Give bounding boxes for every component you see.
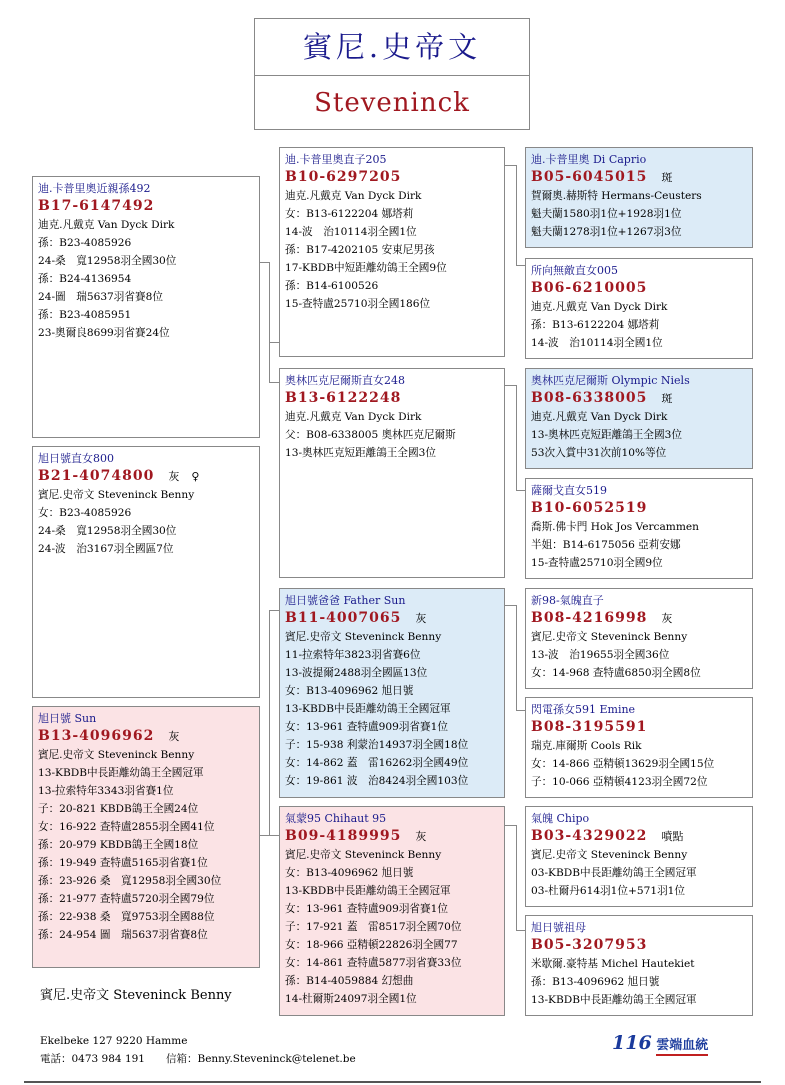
pedigree-line: 孫：21-977 查特盧5720羽全國79位 bbox=[38, 893, 215, 905]
pigeon-name: 旭日號 Sun bbox=[38, 712, 97, 725]
pedigree-line: 15-查特盧25710羽全國186位 bbox=[285, 298, 431, 310]
pedigree-line: 13-奧林匹克短距離鴿王全國3位 bbox=[531, 429, 682, 441]
color-label: 斑 bbox=[661, 392, 673, 405]
pedigree-line: 孫：B23-4085951 bbox=[38, 309, 132, 321]
pedigree-line: 孫：24-954 圖 瑞5637羽省賽8位 bbox=[38, 929, 208, 941]
pigeon-name: 氣魄 Chipo bbox=[531, 812, 590, 825]
pedigree-line: 孫：B14-6100526 bbox=[285, 280, 379, 292]
pedigree-line: 14-杜爾斯24097羽全國1位 bbox=[285, 993, 417, 1005]
pedigree-line: 孫：23-926 桑 寬12958羽全國30位 bbox=[38, 875, 222, 887]
pedigree-line: 迪克.凡戴克 Van Dyck Dirk bbox=[531, 411, 668, 423]
pigeon-name: 氣蒙95 Chihaut 95 bbox=[285, 812, 387, 825]
pedigree-line: 17-KBDB中短距離幼鴿王全國9位 bbox=[285, 262, 447, 274]
connector-line bbox=[269, 382, 279, 383]
pedigree-line: 迪克.凡戴克 Van Dyck Dirk bbox=[285, 190, 422, 202]
pedigree-line: 孫：20-979 KBDB鴿王全國18位 bbox=[38, 839, 199, 851]
ring-number-row bbox=[531, 936, 747, 955]
pigeon-card-relative-top-sd bbox=[525, 258, 753, 359]
pedigree-line: 14-波 治10114羽全國1位 bbox=[531, 337, 663, 349]
pedigree-line: 13-波提爾2488羽全國區13位 bbox=[285, 667, 428, 679]
connector-line bbox=[269, 610, 280, 836]
ring-number: B08-4216998 bbox=[531, 610, 648, 626]
pigeon-name: 旭日號爸爸 Father Sun bbox=[285, 594, 406, 607]
pedigree-line: 13-KBDB中長距離幼鴿王全國冠軍 bbox=[285, 885, 451, 897]
title-chinese: 賓尼.史帝文 bbox=[255, 19, 529, 76]
pedigree-line: 子：17-921 蓋 雷8517羽全國70位 bbox=[285, 921, 462, 933]
pedigree-line: 魁夫蘭1580羽1位+1928羽1位 bbox=[531, 208, 682, 220]
pedigree-line: 女：14-866 亞精頓13629羽全國15位 bbox=[531, 758, 715, 770]
pedigree-line: 賓尼.史帝文 Steveninck Benny bbox=[38, 489, 195, 501]
pigeon-card-relative-top bbox=[32, 176, 260, 438]
pedigree-line: 03-杜爾丹614羽1位+571羽1位 bbox=[531, 885, 686, 897]
logo-text: 雲端血統 bbox=[656, 1038, 708, 1056]
pigeon-card-dam-dam bbox=[525, 915, 753, 1016]
ring-number: B13-6122248 bbox=[285, 390, 402, 406]
color-label: 灰 bbox=[661, 612, 673, 625]
pedigree-line: 女：B13-4096962 旭日號 bbox=[285, 867, 414, 879]
pigeon-name: 奧林匹克尼爾斯 Olympic Niels bbox=[531, 374, 690, 387]
pedigree-line: 13-拉索特年3343羽省賽1位 bbox=[38, 785, 174, 797]
pedigree-line: 迪克.凡戴克 Van Dyck Dirk bbox=[285, 411, 422, 423]
connector-line bbox=[516, 490, 525, 491]
pedigree-line: 孫：B13-4096962 旭日號 bbox=[531, 976, 660, 988]
pedigree-line: 13-KBDB中長距離幼鴿王全國冠軍 bbox=[38, 767, 204, 779]
pedigree-line: 子：15-938 利蒙治14937羽全國18位 bbox=[285, 739, 469, 751]
connector-line bbox=[269, 835, 279, 836]
pedigree-line: 女：14-862 蓋 雷16262羽全國49位 bbox=[285, 757, 469, 769]
pigeon-name: 薩爾戈直女519 bbox=[531, 484, 607, 497]
pedigree-line: 女：18-966 亞精頓22826羽全國77 bbox=[285, 939, 458, 951]
owner-name: 賓尼.史帝文 Steveninck Benny bbox=[40, 988, 232, 1003]
pedigree-line: 賓尼.史帝文 Steveninck Benny bbox=[38, 749, 195, 761]
ring-number-row bbox=[285, 389, 499, 408]
pedigree-line: 喬斯.佛卡門 Hok Jos Vercammen bbox=[531, 521, 699, 533]
pedigree-line: 15-查特盧25710羽全國9位 bbox=[531, 557, 663, 569]
pigeon-card-sire-sire bbox=[525, 588, 753, 689]
pedigree-line: 女：13-961 查特盧909羽省賽1位 bbox=[285, 721, 448, 733]
contact-text: 電話：0473 984 191 信箱：Benny.Steveninck@telenet.be bbox=[40, 1053, 356, 1065]
pedigree-line: 23-奧爾良8699羽省賽24位 bbox=[38, 327, 170, 339]
pedigree-line: 賀爾奧.赫斯特 Hermans-Ceusters bbox=[531, 190, 702, 202]
connector-line bbox=[505, 605, 517, 711]
pedigree-line: 孫：B14-4059884 幻想曲 bbox=[285, 975, 414, 987]
pedigree-line: 24-波 治3167羽全國區7位 bbox=[38, 543, 174, 555]
pedigree-line: 賓尼.史帝文 Steveninck Benny bbox=[285, 849, 442, 861]
ring-number-row bbox=[531, 609, 747, 628]
pedigree-line: 女：B13-4096962 旭日號 bbox=[285, 685, 414, 697]
pigeon-name: 新98-氣魄直子 bbox=[531, 594, 604, 607]
connector-line bbox=[269, 262, 280, 343]
pedigree-line: 女：B23-4085926 bbox=[38, 507, 132, 519]
pedigree-line: 瑞克.庫爾斯 Cools Rik bbox=[531, 740, 642, 752]
pigeon-card-relative-top-sire bbox=[279, 147, 505, 357]
pedigree-line: 13-KBDB中長距離幼鴿王全國冠軍 bbox=[285, 703, 451, 715]
pedigree-line: 13-KBDB中長距離幼鴿王全國冠軍 bbox=[531, 994, 697, 1006]
ring-number-row bbox=[38, 467, 254, 486]
pedigree-line: 03-KBDB中長距離幼鴿王全國冠軍 bbox=[531, 867, 697, 879]
pedigree-line: 賓尼.史帝文 Steveninck Benny bbox=[285, 631, 442, 643]
ring-number: B10-6052519 bbox=[531, 500, 648, 516]
pedigree-line: 女：14-861 查特盧5877羽省賽33位 bbox=[285, 957, 462, 969]
connector-line bbox=[516, 265, 525, 266]
connector-line bbox=[516, 710, 525, 711]
pigeon-name: 旭日號祖母 bbox=[531, 921, 586, 934]
ring-number: B06-6210005 bbox=[531, 280, 648, 296]
pigeon-card-sire-dam bbox=[525, 697, 753, 798]
pigeon-card-dam-sire bbox=[525, 806, 753, 907]
pedigree-line: 女：B13-6122204 娜塔莉 bbox=[285, 208, 414, 220]
pedigree-line: 迪克.凡戴克 Van Dyck Dirk bbox=[531, 301, 668, 313]
pedigree-line: 孫：19-949 查特盧5165羽省賽1位 bbox=[38, 857, 208, 869]
pedigree-line: 女：14-968 查特盧6850羽全國8位 bbox=[531, 667, 701, 679]
ring-number-row bbox=[531, 279, 747, 298]
connector-line bbox=[505, 385, 517, 491]
ring-number: B21-4074800 bbox=[38, 468, 155, 484]
connector-line bbox=[516, 930, 525, 931]
ring-number: B11-4007065 bbox=[285, 610, 402, 626]
ring-number-row bbox=[285, 168, 499, 187]
pigeon-name: 奧林匹克尼爾斯直女248 bbox=[285, 374, 405, 387]
color-label: 灰 bbox=[415, 830, 427, 843]
pedigree-line: 魁夫蘭1278羽1位+1267羽3位 bbox=[531, 226, 682, 238]
pigeon-card-relative-mid bbox=[32, 446, 260, 698]
ring-number-row bbox=[531, 389, 747, 408]
ring-number: B05-3207953 bbox=[531, 937, 648, 953]
pedigree-line: 半姐：B14-6175056 亞莉安娜 bbox=[531, 539, 681, 551]
pigeon-name: 所向無敵直女005 bbox=[531, 264, 618, 277]
pedigree-line: 24-圖 瑞5637羽省賽8位 bbox=[38, 291, 163, 303]
pedigree-line: 女：19-861 波 治8424羽全國103位 bbox=[285, 775, 469, 787]
ring-number-row bbox=[531, 168, 747, 187]
pedigree-line: 13-奧林匹克短距離鴿王全國3位 bbox=[285, 447, 436, 459]
pedigree-line: 24-桑 寬12958羽全國30位 bbox=[38, 255, 177, 267]
ring-number: B08-3195591 bbox=[531, 719, 648, 735]
color-label: 灰 bbox=[168, 470, 180, 483]
ring-number: B03-4329022 bbox=[531, 828, 648, 844]
brand-logo bbox=[612, 1032, 708, 1054]
pigeon-name: 閃電孫女591 Emine bbox=[531, 703, 636, 716]
pedigree-line: 賓尼.史帝文 Steveninck Benny bbox=[531, 849, 688, 861]
color-label: 灰 bbox=[415, 612, 427, 625]
pedigree-line: 孫：22-938 桑 寬9753羽全國88位 bbox=[38, 911, 215, 923]
ring-number-row bbox=[285, 609, 499, 628]
ring-number: B09-4189995 bbox=[285, 828, 402, 844]
color-label: 灰 bbox=[168, 730, 180, 743]
pedigree-line: 女：13-961 查特盧909羽省賽1位 bbox=[285, 903, 448, 915]
pigeon-card-relative-top-ds bbox=[525, 368, 753, 469]
ring-number-row bbox=[531, 827, 747, 846]
pedigree-line: 孫：B23-4085926 bbox=[38, 237, 132, 249]
pigeon-card-dam bbox=[279, 806, 505, 1016]
connector-line bbox=[505, 165, 517, 266]
pedigree-line: 53次入賞中31次前10%等位 bbox=[531, 447, 667, 459]
connector-line bbox=[269, 342, 270, 382]
ring-number: B17-6147492 bbox=[38, 198, 155, 214]
sex-symbol: ♀ bbox=[191, 470, 200, 483]
pedigree-line: 14-波 治10114羽全國1位 bbox=[285, 226, 417, 238]
title-block bbox=[254, 18, 530, 130]
pedigree-line: 迪克.凡戴克 Van Dyck Dirk bbox=[38, 219, 175, 231]
pigeon-name: 旭日號直女800 bbox=[38, 452, 114, 465]
pigeon-name: 迪.卡普里奧 Di Caprio bbox=[531, 153, 647, 166]
address-text: Ekelbeke 127 9220 Hamme bbox=[40, 1035, 188, 1047]
pedigree-line: 13-波 治19655羽全國36位 bbox=[531, 649, 670, 661]
contact-block bbox=[40, 1032, 356, 1068]
ring-number: B13-4096962 bbox=[38, 728, 155, 744]
pedigree-line: 孫：B24-4136954 bbox=[38, 273, 132, 285]
footer-divider bbox=[24, 1081, 761, 1083]
ring-number-row bbox=[531, 718, 747, 737]
connector-line bbox=[505, 825, 517, 931]
pigeon-card-relative-top-ss bbox=[525, 147, 753, 248]
ring-number: B10-6297205 bbox=[285, 169, 402, 185]
color-label: 斑 bbox=[661, 171, 673, 184]
ring-number: B08-6338005 bbox=[531, 390, 648, 406]
ring-number-row bbox=[38, 727, 254, 746]
pigeon-card-relative-top-dam bbox=[279, 368, 505, 578]
ring-number-row bbox=[531, 499, 747, 518]
pigeon-card-sire bbox=[279, 588, 505, 798]
pedigree-line: 孫：B13-6122204 娜塔莉 bbox=[531, 319, 660, 331]
pigeon-card-subject bbox=[32, 706, 260, 968]
title-english: Steveninck bbox=[314, 88, 470, 118]
pedigree-line: 米歇爾.豪特基 Michel Hautekiet bbox=[531, 958, 695, 970]
logo-number: 116 bbox=[612, 1032, 652, 1054]
pedigree-line: 11-拉索特年3823羽省賽6位 bbox=[285, 649, 421, 661]
ring-number-row bbox=[38, 197, 254, 216]
pedigree-line: 女：16-922 查特盧2855羽全國41位 bbox=[38, 821, 215, 833]
pigeon-name: 迪.卡普里奧直子205 bbox=[285, 153, 387, 166]
pedigree-line: 24-桑 寬12958羽全國30位 bbox=[38, 525, 177, 537]
pigeon-card-relative-top-dd bbox=[525, 478, 753, 579]
pedigree-line: 賓尼.史帝文 Steveninck Benny bbox=[531, 631, 688, 643]
pedigree-line: 父：B08-6338005 奧林匹克尼爾斯 bbox=[285, 429, 456, 441]
pedigree-line: 子：20-821 KBDB鴿王全國24位 bbox=[38, 803, 199, 815]
ring-number: B05-6045015 bbox=[531, 169, 648, 185]
color-label: 噴點 bbox=[661, 830, 684, 843]
ring-number-row bbox=[285, 827, 499, 846]
pedigree-line: 子：10-066 亞精頓4123羽全國72位 bbox=[531, 776, 708, 788]
pigeon-name: 迪.卡普里奧近親孫492 bbox=[38, 182, 151, 195]
pedigree-line: 孫：B17-4202105 安東尼男孩 bbox=[285, 244, 435, 256]
